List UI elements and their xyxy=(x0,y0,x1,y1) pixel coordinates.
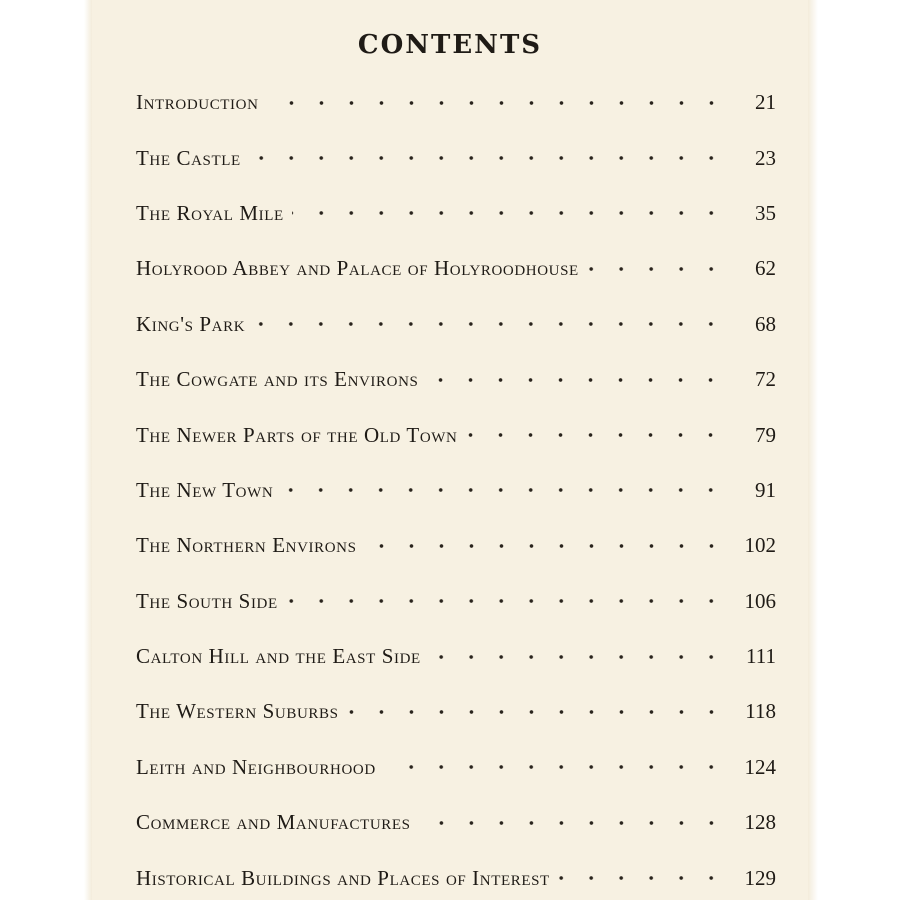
toc-entry-title: King's Park xyxy=(136,312,253,337)
table-of-contents xyxy=(136,75,776,900)
page-right-edge xyxy=(808,0,818,900)
toc-page-number: 118 xyxy=(745,699,776,724)
toc-entry-the-cowgate xyxy=(136,352,776,407)
toc-entry-the-royal-mile xyxy=(136,186,776,241)
toc-entry-calton-hill xyxy=(136,629,776,684)
toc-entry-commerce xyxy=(136,795,776,850)
toc-entry-title: The New Town xyxy=(136,478,281,503)
toc-entry-title: Introduction xyxy=(136,90,267,115)
dot-leader xyxy=(253,314,726,334)
toc-page-number: 72 xyxy=(755,367,776,392)
toc-entry-holyrood-abbey xyxy=(136,241,776,296)
dot-leader xyxy=(267,93,726,113)
toc-entry-south-side xyxy=(136,574,776,629)
book-page xyxy=(92,0,808,900)
dot-leader xyxy=(365,536,726,556)
page-title: CONTENTS xyxy=(357,30,543,60)
toc-entry-the-new-town xyxy=(136,463,776,518)
dot-leader xyxy=(281,480,726,500)
toc-page-number: 106 xyxy=(744,588,776,613)
toc-entry-title: The Royal Mile xyxy=(136,201,292,226)
toc-entry-introduction xyxy=(136,75,776,130)
toc-entry-title: Commerce and Manufactures xyxy=(136,810,419,835)
toc-entry-title: The Western Suburbs xyxy=(136,699,347,724)
toc-page-number: 129 xyxy=(744,865,776,890)
toc-page-number: 111 xyxy=(746,644,776,669)
toc-entry-kings-park xyxy=(136,297,776,352)
toc-entry-title: Leith and Neighbourhood xyxy=(136,755,384,780)
toc-entry-western-suburbs xyxy=(136,684,776,739)
toc-entry-title: Calton Hill and the East Side xyxy=(136,644,429,669)
dot-leader xyxy=(465,425,726,445)
dot-leader xyxy=(587,259,726,279)
toc-entry-title: Historical Buildings and Places of Interest xyxy=(136,866,558,891)
toc-page-number: 79 xyxy=(755,422,776,447)
toc-page-number: 35 xyxy=(755,200,776,225)
toc-page-number: 62 xyxy=(755,256,776,281)
toc-entry-newer-parts-old-town xyxy=(136,407,776,462)
toc-entry-historical-buildings xyxy=(136,850,776,900)
toc-entry-leith xyxy=(136,740,776,795)
dot-leader xyxy=(419,813,726,833)
toc-page-number: 68 xyxy=(755,311,776,336)
dot-leader xyxy=(347,702,726,722)
toc-page-number: 21 xyxy=(755,90,776,115)
toc-page-number: 91 xyxy=(755,477,776,502)
toc-entry-title: The Castle xyxy=(136,146,249,171)
page-left-edge xyxy=(84,0,92,900)
dot-leader xyxy=(558,868,726,888)
toc-entry-title: The South Side xyxy=(136,589,286,614)
toc-entry-title: The Northern Environs xyxy=(136,533,365,558)
toc-page-number: 23 xyxy=(755,145,776,170)
toc-entry-title: The Newer Parts of the Old Town xyxy=(136,423,465,448)
dot-leader xyxy=(249,148,726,168)
dot-leader xyxy=(292,203,726,223)
dot-leader xyxy=(426,370,726,390)
dot-leader xyxy=(429,647,726,667)
toc-entry-title: Holyrood Abbey and Palace of Holyroodhouse xyxy=(136,256,587,281)
toc-page-number: 128 xyxy=(744,810,776,835)
toc-entry-title: The Cowgate and its Environs xyxy=(136,367,426,392)
toc-entry-the-castle xyxy=(136,130,776,185)
dot-leader xyxy=(384,757,726,777)
toc-page-number: 124 xyxy=(744,754,776,779)
toc-page-number: 102 xyxy=(744,533,776,558)
dot-leader xyxy=(286,591,726,611)
toc-entry-northern-environs xyxy=(136,518,776,573)
